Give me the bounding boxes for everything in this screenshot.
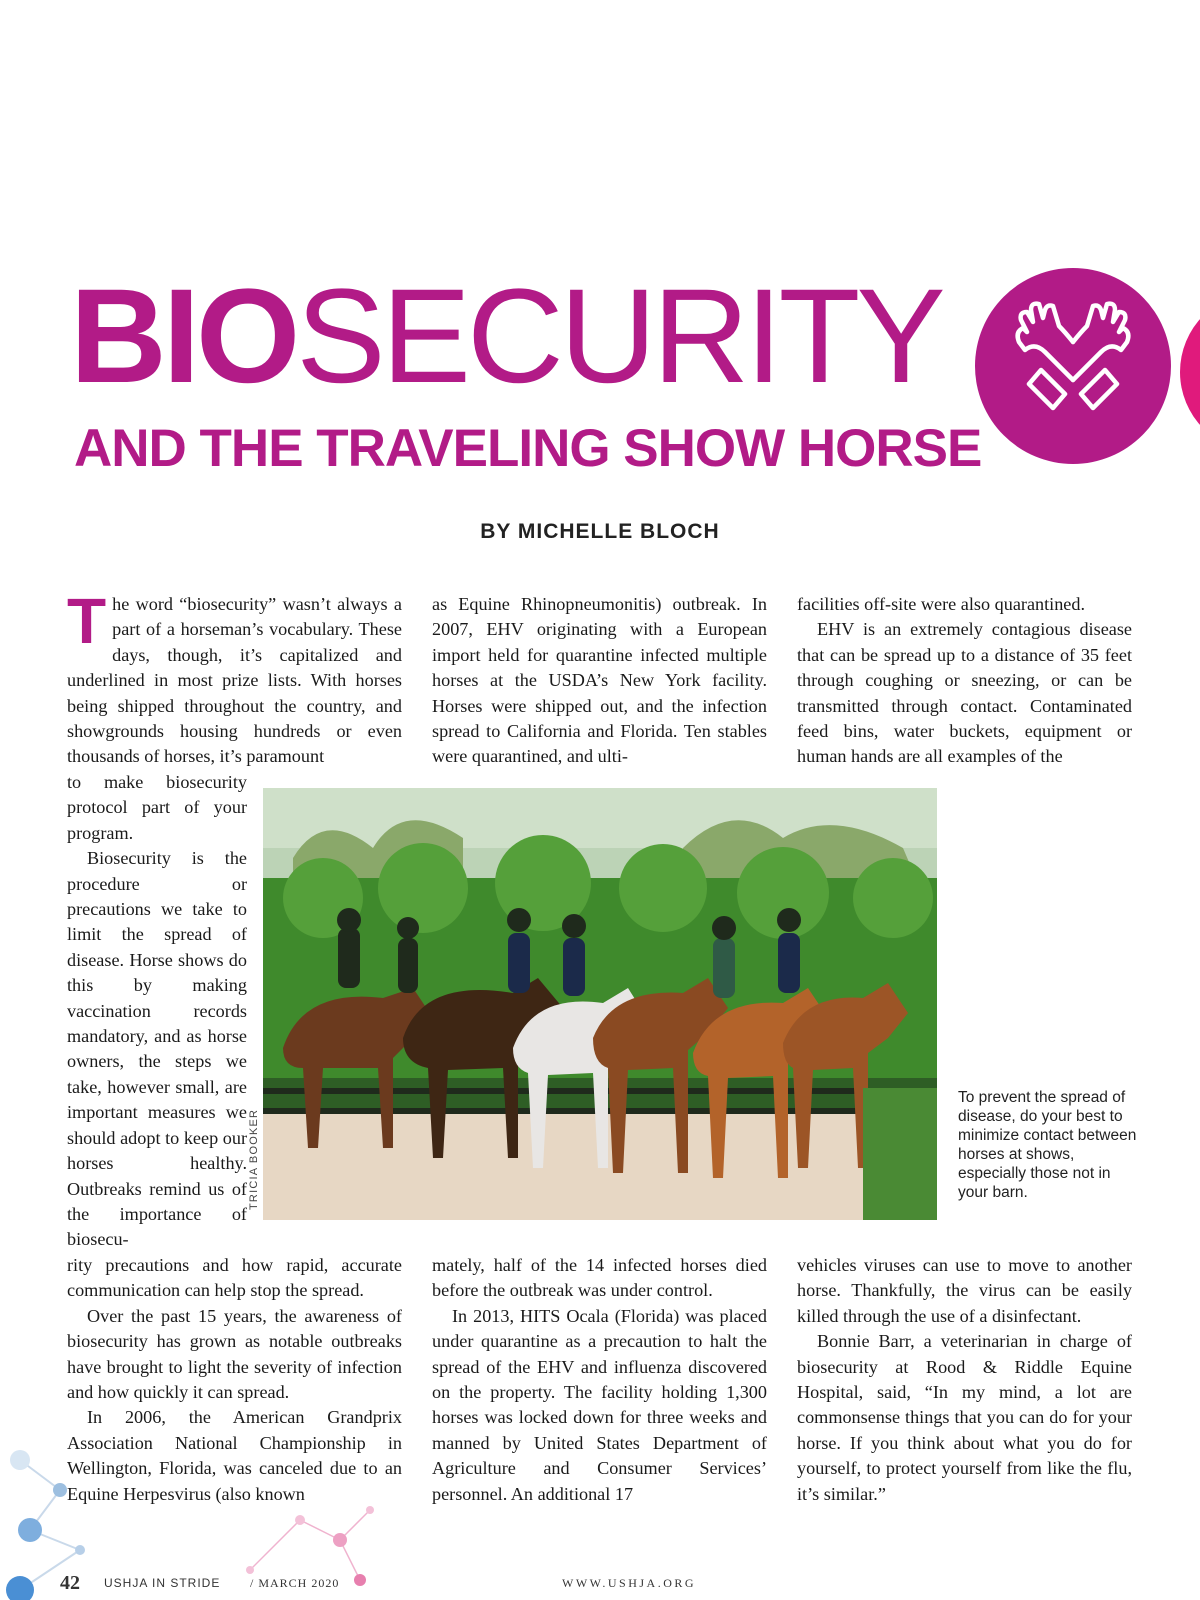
magazine-name: USHJA IN STRIDE: [104, 1576, 221, 1590]
photo-credit: TRICIA BOOKER: [248, 1108, 260, 1210]
headline-bold: BIO: [70, 262, 297, 411]
paragraph: rity precautions and how rapid, accurate communication can help stop the spread.: [67, 1255, 402, 1301]
paragraph: Over the past 15 years, the awareness of biosecurity has grown as notable outbreaks have brought to light the severity of infection and how quickly it can spread.: [67, 1305, 402, 1403]
column-3-bottom: [797, 1253, 1132, 1507]
column-1-narrow: [67, 770, 247, 1253]
decorative-circle: [1180, 292, 1200, 452]
paragraph: Bonnie Barr, a veterinarian in charge of biosecurity at Rood & Riddle Equine Hospital, said, “In my mind, a lot are commonsense things that you can do for your horse. If you think about what you do for yourself, to protect yourself from like the flu, it’s similar.”: [797, 1331, 1132, 1504]
paragraph: to make biosecurity protocol part of your program.: [67, 772, 247, 843]
paragraph: facilities off-site were also quarantined.: [797, 594, 1086, 614]
horses-illustration: [263, 788, 937, 1220]
issue-date: / MARCH 2020: [250, 1576, 340, 1590]
paragraph: vehicles viruses can use to move to another horse. Thankfully, the virus can be easily killed through the use of a disinfectant.: [797, 1255, 1132, 1326]
column-3-top: [797, 592, 1132, 770]
photo-caption: To prevent the spread of disease, do your best to minimize contact between horses at shows, especially those not in your barn.: [958, 1089, 1137, 1201]
column-2-bottom: [432, 1253, 767, 1507]
paragraph: In 2013, HITS Ocala (Florida) was placed under quarantine as a precaution to halt the spread of the EHV and influenza discovered on the property. The facility holding 1,300 horses was locked down for three weeks and manned by United States Department of Agriculture and Consumer Services’ personnel. An additional 17: [432, 1305, 767, 1504]
paragraph: In 2006, the American Grandprix Association National Championship in Wellington, Florida, was canceled due to an Equine Herpesvirus (also known: [67, 1407, 402, 1504]
headline-light: SECURITY: [296, 262, 942, 411]
column-2-top: [432, 592, 767, 770]
horses-photo: [263, 788, 937, 1220]
paragraph: EHV is an extremely contagious disease that can be spread up to a distance of 35 feet through coughing or sneezing, or can be transmitted through contact. Contaminated feed bins, water buckets, equipment or human hands are all examples of the: [797, 619, 1132, 767]
gloves-heart-icon: [975, 268, 1171, 464]
paragraph: he word “biosecurity” wasn’t always a part of a horseman’s vocabulary. These days, though, it’s capitalized and underlined in most prize lists. With horses being shipped throughout the country, and showgrounds housing hundreds or even thousands of horses, it’s paramount: [67, 594, 402, 767]
paragraph: as Equine Rhinopneumonitis) outbreak. In 2007, EHV originating with a European import held for quarantine infected multiple horses at the USDA’s New York facility. Horses were shipped out, and the infection spread to California and Florida. Ten stables were quarantined, and ulti-: [432, 594, 767, 767]
website-url: WWW.USHJA.ORG: [562, 1576, 697, 1590]
byline: BY MICHELLE BLOCH: [480, 520, 720, 543]
gloves-heart-icon-svg: [975, 268, 1171, 464]
subheadline: AND THE TRAVELING SHOW HORSE: [74, 419, 982, 478]
molecule-decoration: [0, 1380, 420, 1600]
headline: [70, 262, 942, 411]
paragraph: Biosecurity is the procedure or precautions we take to limit the spread of disease. Horse shows do this by making vaccination records mandatory, and as horse owners, the steps we take, however small, are important measures we should adopt to keep our horses healthy. Outbreaks remind us of the importance of biosecu-: [67, 848, 247, 1250]
page-number: 42: [60, 1572, 80, 1594]
paragraph: mately, half of the 14 infected horses died before the outbreak was under control.: [432, 1255, 767, 1301]
dropcap: T: [67, 585, 107, 657]
column-1-top: [67, 585, 402, 770]
